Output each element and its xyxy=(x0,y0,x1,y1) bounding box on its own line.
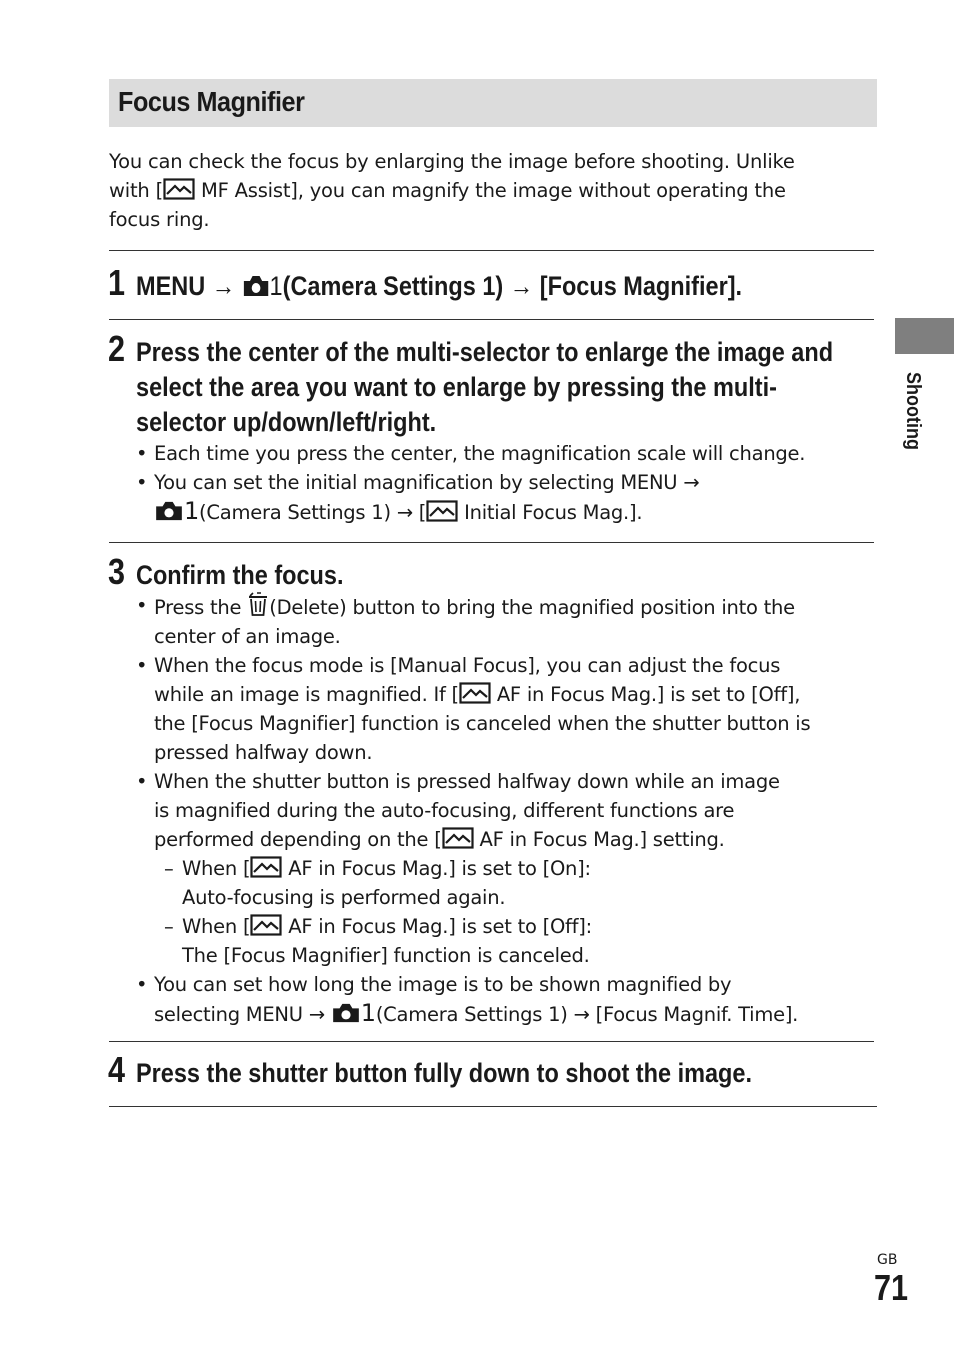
bullet-text: pressed halfway down. xyxy=(154,741,373,764)
bullet-text: AF in Focus Mag.] is set to [Off], xyxy=(490,683,801,706)
step-number: 1 xyxy=(108,262,126,303)
region-code: GB xyxy=(877,1252,898,1268)
list-item xyxy=(136,591,876,651)
bullet: • xyxy=(136,770,148,793)
bullet-text: while an image is magnified. If [ xyxy=(154,683,459,706)
step-notes xyxy=(136,591,876,1029)
list-item xyxy=(136,767,876,854)
still-image-icon xyxy=(250,914,282,936)
bullet-text: the [Focus Magnifier] function is canceled when the shutter button is xyxy=(154,712,811,735)
bullet-text: When [ xyxy=(182,915,251,938)
still-image-icon xyxy=(442,827,474,849)
step-heading-line: select the area you want to enlarge by pressing the multi- xyxy=(136,372,777,402)
list-item xyxy=(136,651,876,767)
intro-line: You can check the focus by enlarging the image before shooting. Unlike xyxy=(109,150,795,173)
bullet: • xyxy=(136,654,148,677)
bullet-text: Press the xyxy=(154,596,248,619)
bullet-text: You can set the initial magnification by selecting MENU → xyxy=(154,471,700,494)
bullet: • xyxy=(136,471,148,494)
bullet-text: Each time you press the center, the magnification scale will change. xyxy=(154,442,806,465)
camera-settings-number: 1 xyxy=(184,497,200,525)
step-number: 2 xyxy=(108,328,126,369)
bullet-text: AF in Focus Mag.] setting. xyxy=(473,828,725,851)
bullet: • xyxy=(136,594,148,617)
sub-list-item xyxy=(136,912,876,970)
step-heading: Confirm the focus. xyxy=(136,560,344,590)
camera-settings-number: 1 xyxy=(269,271,283,301)
step-heading xyxy=(136,269,742,304)
divider xyxy=(109,319,874,320)
page-number: 71 xyxy=(874,1267,909,1308)
step-heading-line: selector up/down/left/right. xyxy=(136,407,437,437)
bullet-text: center of an image. xyxy=(154,625,341,648)
bullet-text: Initial Focus Mag.]. xyxy=(458,501,643,524)
bullet-text: When [ xyxy=(182,857,251,880)
bullet-text: You can set how long the image is to be shown magnified by xyxy=(154,973,732,996)
bullet-text: When the shutter button is pressed halfway down while an image xyxy=(154,770,780,793)
still-image-icon xyxy=(250,856,282,878)
step-heading-line: Press the center of the multi-selector to enlarge the image and xyxy=(136,337,834,367)
intro-line: focus ring. xyxy=(109,208,210,231)
divider xyxy=(109,1106,877,1107)
dash: – xyxy=(164,915,174,938)
step-number: 4 xyxy=(108,1049,126,1090)
bullet-text: The [Focus Magnifier] function is canceled. xyxy=(182,944,590,967)
section-tab xyxy=(895,318,954,354)
step-heading-text: MENU → xyxy=(136,271,242,301)
bullet-text: AF in Focus Mag.] is set to [Off]: xyxy=(282,915,592,938)
bullet-text: When the focus mode is [Manual Focus], you can adjust the focus xyxy=(154,654,781,677)
dash: – xyxy=(164,857,174,880)
camera-icon xyxy=(154,500,184,522)
step-heading-text: (Camera Settings 1) → [Focus Magnifier]. xyxy=(282,271,743,301)
step-number: 3 xyxy=(108,551,126,592)
list-item xyxy=(136,970,876,1029)
bullet: • xyxy=(136,442,148,465)
still-image-icon xyxy=(426,500,458,522)
bullet-text: (Delete) button to bring the magnified position into the xyxy=(269,596,795,619)
bullet-text: (Camera Settings 1) → [Focus Magnif. Time]. xyxy=(375,1003,799,1026)
title-bar xyxy=(109,79,877,127)
trash-icon xyxy=(247,591,269,617)
bullet-text: selecting MENU → xyxy=(154,1003,331,1026)
camera-settings-number: 1 xyxy=(360,999,376,1027)
page-title: Focus Magnifier xyxy=(118,86,305,117)
list-item xyxy=(136,439,876,468)
step-heading: Press the shutter button fully down to shoot the image. xyxy=(136,1058,752,1088)
divider xyxy=(109,1041,874,1042)
camera-icon xyxy=(331,1002,361,1024)
step-notes xyxy=(136,439,876,527)
intro-paragraph xyxy=(109,147,879,234)
intro-text: MF Assist], you can magnify the image without operating the xyxy=(194,179,786,202)
still-image-icon xyxy=(459,682,491,704)
bullet-text: Auto-focusing is performed again. xyxy=(182,886,506,909)
sub-list-item xyxy=(136,854,876,912)
bullet-text: is magnified during the auto-focusing, different functions are xyxy=(154,799,735,822)
bullet-text: performed depending on the [ xyxy=(154,828,442,851)
camera-icon xyxy=(242,274,270,298)
still-image-icon xyxy=(163,178,195,200)
divider xyxy=(109,250,874,251)
divider xyxy=(109,542,874,543)
bullet-text: AF in Focus Mag.] is set to [On]: xyxy=(282,857,591,880)
section-tab-label: Shooting xyxy=(902,372,924,450)
step-heading xyxy=(136,335,833,440)
intro-line xyxy=(109,176,879,205)
list-item xyxy=(136,468,876,527)
intro-text: with [ xyxy=(109,179,163,202)
bullet-text: (Camera Settings 1) → [ xyxy=(199,501,427,524)
bullet: • xyxy=(136,973,148,996)
